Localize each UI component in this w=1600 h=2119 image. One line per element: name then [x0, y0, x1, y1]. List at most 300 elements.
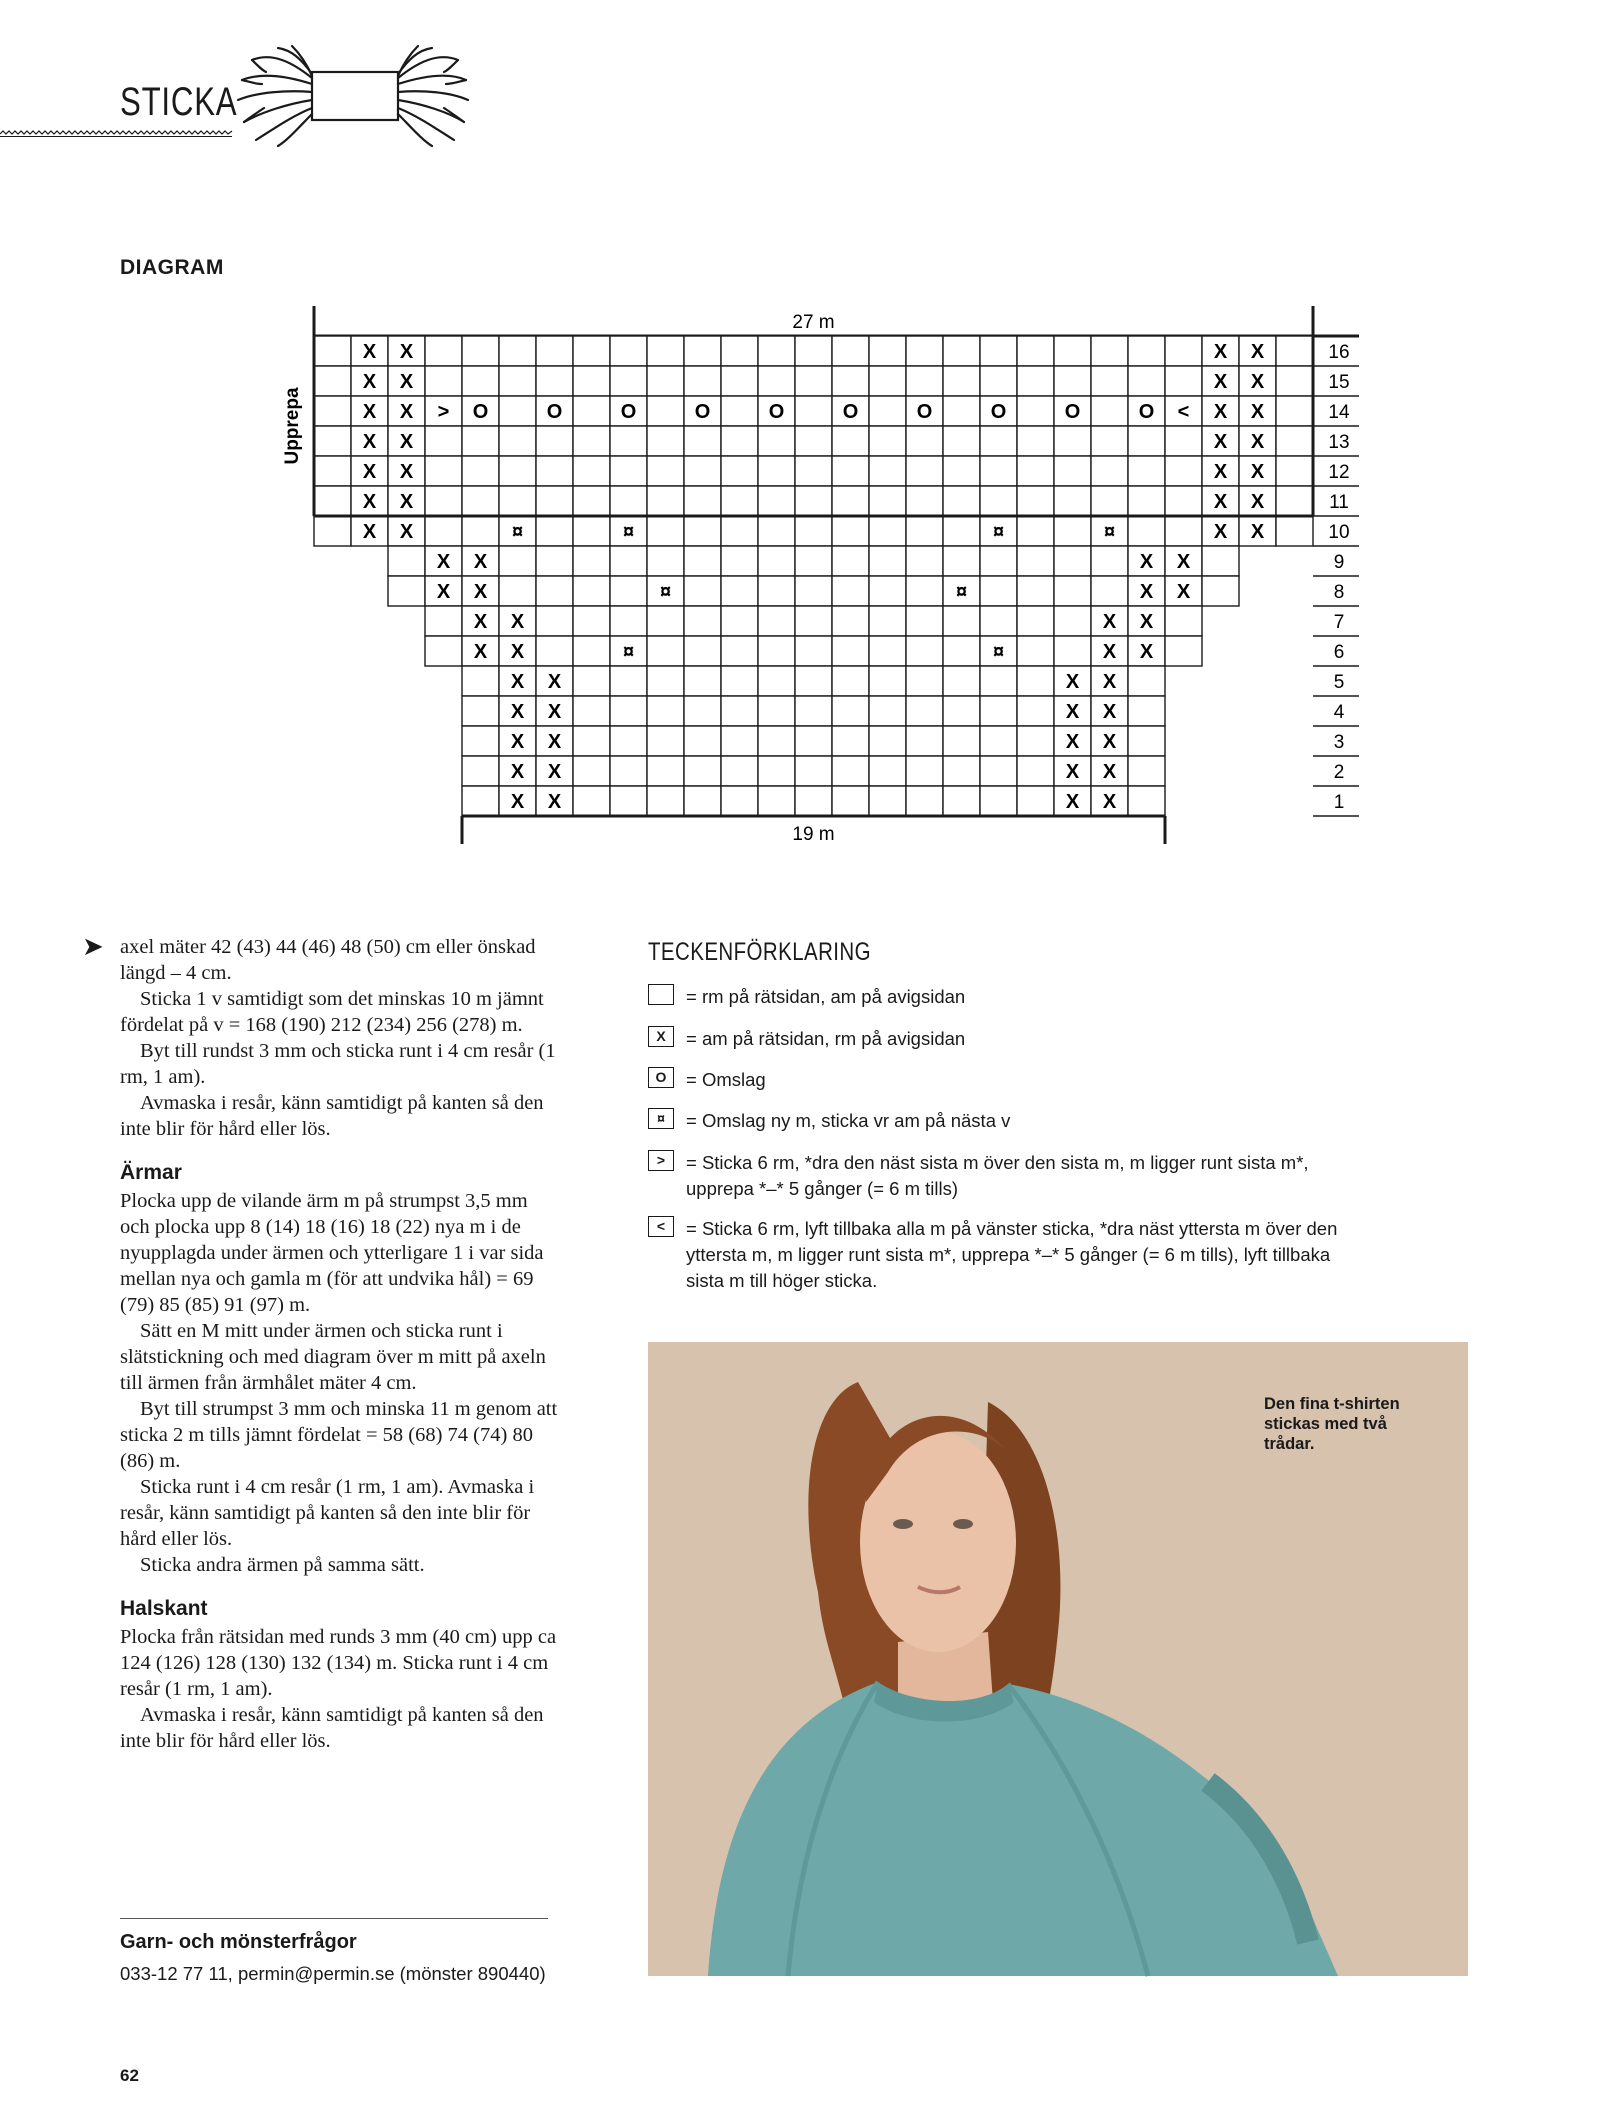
chart-cell — [795, 396, 832, 426]
chart-symbol: X — [547, 761, 562, 783]
chart-cell — [906, 696, 943, 726]
chart-symbol: X — [1176, 581, 1191, 603]
chart-cell — [869, 606, 906, 636]
chart-cell — [647, 546, 684, 576]
chart-cell — [758, 606, 795, 636]
chart-cell — [462, 696, 499, 726]
chart-cell — [647, 366, 684, 396]
arrow-right-icon: ➤ — [82, 932, 104, 961]
chart-cell — [425, 486, 462, 516]
chart-cell — [1054, 366, 1091, 396]
chart-cell — [684, 696, 721, 726]
section-title: STICKA — [120, 80, 238, 124]
chart-cell — [462, 756, 499, 786]
chart-symbol: X — [362, 401, 377, 423]
legend-text: = Sticka 6 rm, lyft tillbaka alla m på vänster sticka, *dra näst yttersta m över den yttersta m, m ligger runt sista m*, upprepa *–* 5 gånger (= 6 m tills), lyft tillbaka sista m till höger sticka. — [686, 1218, 1338, 1291]
body-paragraph: Byt till rundst 3 mm och sticka runt i 4 cm resår (1 rm, 1 am). — [120, 1040, 556, 1088]
chart-cell — [795, 696, 832, 726]
chart-cell — [684, 666, 721, 696]
chart-cell — [1128, 336, 1165, 366]
chart-cell — [1128, 456, 1165, 486]
chart-cell — [536, 576, 573, 606]
chart-cell — [610, 336, 647, 366]
chart-symbol: X — [399, 401, 414, 423]
chart-cell — [314, 516, 351, 546]
chart-cell — [869, 516, 906, 546]
chart-symbol: X — [473, 581, 488, 603]
chart-cell — [721, 426, 758, 456]
chart-symbol: X — [510, 641, 525, 663]
chart-symbol: > — [437, 401, 450, 423]
legend-symbol — [648, 984, 674, 1005]
chart-cell — [906, 786, 943, 816]
chart-symbol: X — [399, 371, 414, 393]
chart-cell — [1017, 786, 1054, 816]
chart-cell — [943, 696, 980, 726]
divider — [120, 1918, 548, 1919]
chart-cell — [906, 576, 943, 606]
chart-cell — [758, 636, 795, 666]
chart-symbol: O — [842, 401, 859, 423]
chart-cell — [758, 756, 795, 786]
chart-cell — [906, 606, 943, 636]
row-number: 12 — [1328, 462, 1350, 483]
chart-cell — [721, 576, 758, 606]
chart-cell — [795, 786, 832, 816]
chart-symbol: X — [1250, 491, 1265, 513]
contact-heading: Garn- och mönsterfrågor — [120, 1931, 357, 1953]
chart-cell — [573, 696, 610, 726]
chart-cell — [1017, 516, 1054, 546]
chart-cell — [1128, 666, 1165, 696]
chart-cell — [425, 636, 462, 666]
chart-symbol: X — [1102, 671, 1117, 693]
chart-symbol: X — [510, 791, 525, 813]
chart-cell — [869, 456, 906, 486]
chart-cell — [906, 366, 943, 396]
chart-cell — [721, 666, 758, 696]
chart-cell — [721, 696, 758, 726]
chart-cell — [869, 396, 906, 426]
chart-cell — [1276, 516, 1313, 546]
chart-cell — [1054, 426, 1091, 456]
chart-cell — [906, 336, 943, 366]
chart-cell — [647, 696, 684, 726]
chart-symbol: X — [1213, 431, 1228, 453]
chart-cell — [610, 756, 647, 786]
chart-cell — [943, 396, 980, 426]
repeat-label: Upprepa — [282, 387, 303, 465]
legend-item — [648, 984, 1368, 1010]
chart-cell — [536, 606, 573, 636]
chart-cell — [869, 756, 906, 786]
chart-cell — [1017, 426, 1054, 456]
chart-symbol: X — [1250, 461, 1265, 483]
chart-cell — [832, 546, 869, 576]
chart-cell — [1054, 456, 1091, 486]
chart-cell — [758, 696, 795, 726]
chart-cell — [758, 456, 795, 486]
chart-symbol: O — [546, 401, 563, 423]
chart-cell — [758, 426, 795, 456]
chart-cell — [684, 516, 721, 546]
chart-cell — [721, 756, 758, 786]
chart-cell — [1017, 396, 1054, 426]
chart-cell — [1165, 486, 1202, 516]
chart-symbol: X — [1250, 341, 1265, 363]
chart-cell — [943, 486, 980, 516]
chart-cell — [869, 546, 906, 576]
chart-cell — [314, 336, 351, 366]
chart-cell — [869, 576, 906, 606]
chart-cell — [795, 336, 832, 366]
chart-symbol: X — [510, 731, 525, 753]
chart-cell — [536, 486, 573, 516]
chart-symbol: X — [1102, 791, 1117, 813]
chart-symbol: X — [362, 491, 377, 513]
chart-cell — [462, 666, 499, 696]
chart-cell — [499, 456, 536, 486]
chart-cell — [647, 516, 684, 546]
chart-cell — [425, 366, 462, 396]
chart-symbol: O — [1138, 401, 1155, 423]
chart-symbol: X — [399, 341, 414, 363]
chart-cell — [758, 486, 795, 516]
body-paragraph: Plocka upp de vilande ärm m på strumpst 3,5 mm och plocka upp 8 (14) 18 (16) 18 (22) nya m i de nyupplagda under ärmen och ytterligare 1 i var sida mellan nya och gamla m (för att undvika hål) = 69 (79) 85 (85) 91 (97) m. — [120, 1190, 544, 1316]
chart-cell — [573, 606, 610, 636]
chart-symbol: X — [1065, 761, 1080, 783]
chart-cell — [795, 426, 832, 456]
chart-cell — [721, 486, 758, 516]
chart-symbol: ¤ — [622, 641, 635, 663]
chart-cell — [684, 786, 721, 816]
chart-cell — [980, 366, 1017, 396]
chart-cell — [1054, 636, 1091, 666]
chart-symbol: X — [362, 341, 377, 363]
chart-cell — [647, 666, 684, 696]
chart-cell — [906, 426, 943, 456]
photo-caption: Den fina t-shirten stickas med två trådar. — [1264, 1395, 1400, 1453]
chart-cell — [1054, 576, 1091, 606]
chart-cell — [1165, 366, 1202, 396]
body-paragraph: Sticka andra ärmen på samma sätt. — [140, 1554, 425, 1576]
yarn-skein-icon — [232, 42, 472, 150]
chart-cell — [906, 486, 943, 516]
chart-cell — [314, 366, 351, 396]
chart-cell — [795, 456, 832, 486]
chart-cell — [647, 486, 684, 516]
chart-cell — [980, 726, 1017, 756]
chart-symbol: O — [990, 401, 1007, 423]
chart-cell — [1202, 546, 1239, 576]
chart-cell — [573, 576, 610, 606]
chart-symbol: X — [1139, 581, 1154, 603]
chart-cell — [758, 516, 795, 546]
chart-cell — [1017, 696, 1054, 726]
section-heading-halskant: Halskant — [120, 1597, 208, 1620]
chart-cell — [425, 336, 462, 366]
chart-cell — [721, 456, 758, 486]
chart-cell — [721, 516, 758, 546]
chart-cell — [425, 516, 462, 546]
chart-symbol: O — [1064, 401, 1081, 423]
chart-cell — [906, 546, 943, 576]
chart-symbol: X — [362, 371, 377, 393]
chart-cell — [869, 366, 906, 396]
section-heading-armar: Ärmar — [120, 1161, 182, 1184]
chart-symbol: X — [1250, 521, 1265, 543]
chart-cell — [832, 486, 869, 516]
row-number: 2 — [1333, 762, 1345, 783]
chart-cell — [1128, 486, 1165, 516]
chart-cell — [869, 786, 906, 816]
chart-cell — [795, 486, 832, 516]
chart-cell — [610, 426, 647, 456]
row-number: 11 — [1329, 492, 1349, 513]
chart-cell — [758, 546, 795, 576]
chart-cell — [869, 486, 906, 516]
chart-cell — [314, 486, 351, 516]
chart-symbol: X — [1065, 701, 1080, 723]
chart-cell — [1165, 636, 1202, 666]
chart-cell — [610, 546, 647, 576]
body-paragraph: Avmaska i resår, känn samtidigt på kanten så den inte blir för hård eller lös. — [120, 1092, 544, 1140]
chart-cell — [462, 786, 499, 816]
chart-symbol: X — [362, 521, 377, 543]
chart-cell — [943, 546, 980, 576]
chart-symbol: ¤ — [992, 521, 1005, 543]
chart-cell — [684, 756, 721, 786]
chart-symbol: X — [1250, 371, 1265, 393]
chart-cell — [721, 546, 758, 576]
chart-cell — [1054, 606, 1091, 636]
chart-cell — [610, 666, 647, 696]
row-number: 16 — [1328, 342, 1350, 363]
chart-cell — [647, 456, 684, 486]
chart-cell — [795, 366, 832, 396]
chart-cell — [943, 666, 980, 696]
chart-symbol: X — [1102, 731, 1117, 753]
chart-cell — [684, 366, 721, 396]
chart-symbol: O — [768, 401, 785, 423]
page-number: 62 — [120, 2066, 139, 2085]
chart-cell — [610, 606, 647, 636]
chart-cell — [1017, 756, 1054, 786]
chart-cell — [832, 726, 869, 756]
chart-cell — [832, 576, 869, 606]
chart-cell — [462, 486, 499, 516]
chart-cell — [536, 366, 573, 396]
chart-symbol: X — [1139, 641, 1154, 663]
chart-cell — [980, 486, 1017, 516]
chart-cell — [499, 366, 536, 396]
chart-symbol: X — [436, 581, 451, 603]
legend-symbol: X — [648, 1026, 674, 1047]
chart-cell — [573, 516, 610, 546]
legend-symbol: O — [648, 1067, 674, 1088]
chart-cell — [980, 336, 1017, 366]
chart-symbol: X — [1213, 371, 1228, 393]
chart-cell — [536, 546, 573, 576]
chart-cell — [943, 426, 980, 456]
chart-cell — [1165, 456, 1202, 486]
chart-cell — [573, 726, 610, 756]
chart-cell — [832, 606, 869, 636]
chart-symbol: O — [916, 401, 933, 423]
chart-cell — [462, 366, 499, 396]
chart-symbol: X — [510, 701, 525, 723]
chart-symbol: X — [1139, 611, 1154, 633]
chart-cell — [425, 606, 462, 636]
chart-cell — [758, 726, 795, 756]
chart-cell — [758, 786, 795, 816]
chart-cell — [425, 456, 462, 486]
chart-cell — [314, 456, 351, 486]
chart-symbol: X — [1213, 461, 1228, 483]
chart-cell — [684, 456, 721, 486]
chart-cell — [1276, 366, 1313, 396]
chart-cell — [536, 636, 573, 666]
legend-text: = Omslag ny m, sticka vr am på nästa v — [686, 1110, 1011, 1131]
chart-cell — [943, 726, 980, 756]
chart-cell — [1276, 396, 1313, 426]
chart-symbol: X — [399, 491, 414, 513]
chart-cell — [758, 366, 795, 396]
chart-symbol: ¤ — [992, 641, 1005, 663]
legend-item — [648, 1216, 1368, 1294]
row-number: 7 — [1333, 612, 1345, 633]
chart-symbol: X — [547, 671, 562, 693]
chart-cell — [1128, 516, 1165, 546]
chart-cell — [1276, 336, 1313, 366]
chart-cell — [1091, 426, 1128, 456]
chart-symbol: X — [510, 761, 525, 783]
chart-cell — [573, 426, 610, 456]
chart-cell — [869, 636, 906, 666]
chart-cell — [1276, 486, 1313, 516]
chart-cell — [1091, 366, 1128, 396]
legend-item — [648, 1026, 1368, 1052]
chart-symbol: X — [1139, 551, 1154, 573]
chart-cell — [795, 636, 832, 666]
chart-symbol: X — [1102, 701, 1117, 723]
chart-cell — [832, 456, 869, 486]
chart-cell — [684, 336, 721, 366]
chart-cell — [832, 666, 869, 696]
chart-cell — [499, 426, 536, 456]
chart-cell — [943, 336, 980, 366]
chart-cell — [906, 516, 943, 546]
chart-cell — [425, 426, 462, 456]
row-number: 3 — [1333, 732, 1345, 753]
chart-cell — [1091, 576, 1128, 606]
chart-symbol: O — [472, 401, 489, 423]
chart-cell — [610, 786, 647, 816]
chart-cell — [832, 336, 869, 366]
legend-text: = Sticka 6 rm, *dra den näst sista m över den sista m, m ligger runt sista m*, upprepa *–* 5 gånger (= 6 m tills) — [686, 1152, 1309, 1199]
body-paragraph: Sticka 1 v samtidigt som det minskas 10 m jämnt fördelat på v = 168 (190) 212 (234) 256 (278) m. — [120, 988, 544, 1036]
chart-cell — [684, 426, 721, 456]
chart-cell — [795, 516, 832, 546]
chart-cell — [943, 516, 980, 546]
row-number: 5 — [1333, 672, 1345, 693]
chart-cell — [721, 396, 758, 426]
chart-cell — [573, 366, 610, 396]
chart-cell — [573, 756, 610, 786]
chart-cell — [684, 606, 721, 636]
chart-cell — [1165, 606, 1202, 636]
chart-cell — [906, 726, 943, 756]
chart-cell — [462, 456, 499, 486]
contact-info: 033-12 77 11, permin@permin.se (mönster 890440) — [120, 1963, 546, 1984]
chart-cell — [832, 636, 869, 666]
chart-cell — [1054, 516, 1091, 546]
chart-symbol: ¤ — [1103, 521, 1116, 543]
chart-symbol: X — [510, 671, 525, 693]
chart-symbol: O — [620, 401, 637, 423]
chart-cell — [980, 666, 1017, 696]
chart-symbol: X — [1250, 401, 1265, 423]
chart-cell — [1091, 336, 1128, 366]
chart-cell — [1165, 336, 1202, 366]
chart-cell — [869, 726, 906, 756]
chart-cell — [1017, 576, 1054, 606]
chart-cell — [943, 366, 980, 396]
chart-cell — [573, 486, 610, 516]
chart-symbol: X — [1102, 641, 1117, 663]
body-paragraph: Byt till strumpst 3 mm och minska 11 m genom att sticka 2 m tills jämnt fördelat = 58 (68) 74 (74) 80 (86) m. — [120, 1398, 558, 1472]
chart-cell — [647, 606, 684, 636]
chart-cell — [795, 576, 832, 606]
chart-cell — [573, 396, 610, 426]
chart-cell — [647, 396, 684, 426]
chart-cell — [1128, 366, 1165, 396]
legend-text: = am på rätsidan, rm på avigsidan — [686, 1028, 966, 1049]
chart-cell — [943, 756, 980, 786]
body-paragraph: axel mäter 42 (43) 44 (46) 48 (50) cm eller önskad längd – 4 cm. — [120, 936, 536, 984]
legend-symbol: > — [648, 1150, 674, 1171]
chart-cell — [1017, 666, 1054, 696]
chart-cell — [721, 726, 758, 756]
chart-cell — [980, 756, 1017, 786]
chart-cell — [388, 576, 425, 606]
chart-cell — [943, 636, 980, 666]
header-zigzag-rule — [0, 131, 232, 137]
chart-cell — [462, 336, 499, 366]
chart-cell — [684, 576, 721, 606]
legend-text: = rm på rätsidan, am på avigsidan — [686, 986, 966, 1007]
legend-text: = Omslag — [686, 1069, 766, 1090]
chart-cell — [980, 576, 1017, 606]
chart-symbol: ¤ — [955, 581, 968, 603]
chart-cell — [610, 576, 647, 606]
chart-top-label: 27 m — [792, 312, 835, 333]
chart-cell — [684, 636, 721, 666]
chart-cell — [758, 576, 795, 606]
chart-cell — [573, 786, 610, 816]
chart-cell — [499, 336, 536, 366]
chart-cell — [1017, 546, 1054, 576]
chart-cell — [869, 666, 906, 696]
chart-cell — [832, 426, 869, 456]
legend-title: TECKENFÖRKLARING — [648, 938, 871, 966]
chart-cell — [721, 366, 758, 396]
chart-symbol: X — [1250, 431, 1265, 453]
chart-cell — [906, 756, 943, 786]
chart-symbol: X — [399, 521, 414, 543]
chart-cell — [758, 336, 795, 366]
row-number: 13 — [1328, 432, 1350, 453]
